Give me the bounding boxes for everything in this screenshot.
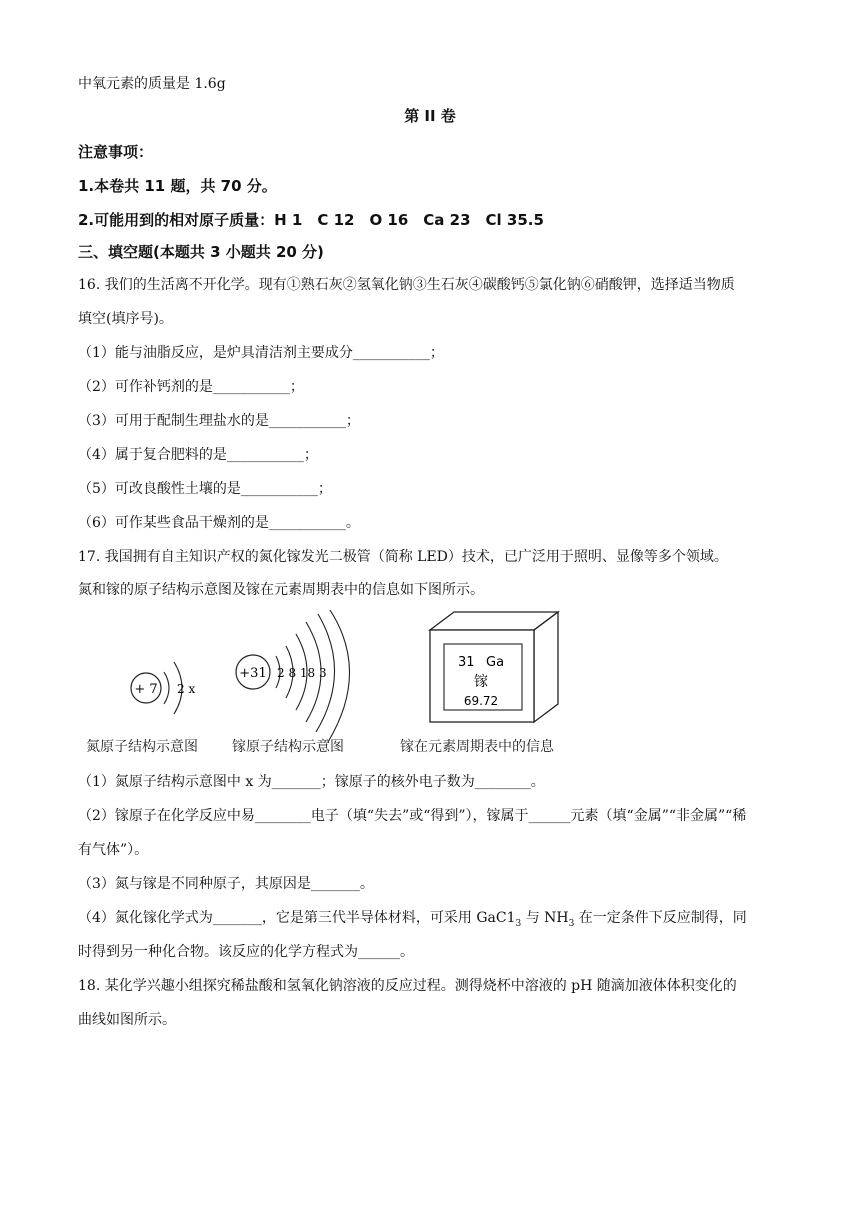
gallium-caption: 镓原子结构示意图 xyxy=(232,739,344,755)
q17-stem-2: 氮和镓的原子结构示意图及镓在元素周期表中的信息如下图所示。 xyxy=(78,582,484,598)
q16-item-2: （2）可作补钙剂的是___________； xyxy=(78,379,304,395)
nitrogen-caption: 氮原子结构示意图 xyxy=(86,739,198,755)
q16-item-4: （4）属于复合肥料的是___________； xyxy=(78,447,318,463)
gallium-name: 镓 xyxy=(474,674,488,690)
q16-stem-1: 16. 我们的生活离不开化学。现有①熟石灰②氢氧化钠③生石灰④碳酸钙⑤氯化钠⑥硝酸钾，选择适当物质 xyxy=(78,277,735,293)
q17-item-1: （1）氮原子结构示意图中 x 为_______；镓原子的核外电子数为________。 xyxy=(78,774,545,790)
section-title: 第 II 卷 xyxy=(404,107,456,125)
q17-item-4b: 时得到另一种化合物。该反应的化学方程式为______。 xyxy=(78,944,414,960)
q16-item-6: （6）可作某些食品干燥剂的是___________。 xyxy=(78,515,360,531)
q16-stem-2: 填空(填序号)。 xyxy=(78,311,173,327)
notice-item-2: 2.可能用到的相对原子质量：H 1 C 12 O 16 Ca 23 Cl 35.5 xyxy=(78,211,544,229)
gallium-nucleus-label: +31 xyxy=(239,666,267,681)
previous-question-tail: 中氧元素的质量是 1.6g xyxy=(78,76,226,92)
notice-item-1: 1.本卷共 11 题，共 70 分。 xyxy=(78,177,277,195)
gallium-atomic-number: 31 xyxy=(458,655,475,670)
nitrogen-atom-diagram xyxy=(131,662,195,714)
q16-item-5: （5）可改良酸性土壤的是___________； xyxy=(78,481,332,497)
nitrogen-nucleus-label: + 7 xyxy=(134,682,158,697)
q17-item-2b: 有气体”）。 xyxy=(78,842,149,858)
q17-item-4a: （4）氮化镓化学式为_______，它是第三代半导体材料，可采用 $GaC1_3$ 与 $NH_3$ 在一定条件下反应制得，同 xyxy=(78,910,747,929)
q17-item-2a: （2）镓原子在化学反应中易________电子（填“失去”或“得到”），镓属于______元素（填“金属”“非金属”“稀 xyxy=(78,808,747,824)
gallium-atomic-mass: 69.72 xyxy=(463,694,499,708)
gallium-symbol: Ga xyxy=(486,655,505,670)
q18-stem-1: 18. 某化学兴趣小组探究稀盐酸和氢氧化钠溶液的反应过程。测得烧杯中溶液的 pH 随滴加液体体积变化的 xyxy=(78,978,737,994)
q17-stem-1: 17. 我国拥有自主知识产权的氮化镓发光二极管（简称 LED）技术，已广泛用于照明、显像等多个领域。 xyxy=(78,549,728,565)
periodic-caption: 镓在元素周期表中的信息 xyxy=(400,739,554,755)
q16-item-1: （1）能与油脂反应，是炉具清洁剂主要成分___________； xyxy=(78,345,444,361)
q18-stem-2: 曲线如图所示。 xyxy=(78,1012,176,1028)
nitrogen-shell-electrons: 2 x xyxy=(177,682,196,696)
gallium-shell-electrons: 2 8 18 3 xyxy=(277,666,327,680)
notice-heading: 注意事项： xyxy=(78,143,154,161)
gallium-atom-diagram xyxy=(236,610,350,742)
gallium-periodic-cell xyxy=(430,612,558,722)
q17-item-3: （3）氮与镓是不同种原子，其原因是_______。 xyxy=(78,876,374,892)
q16-item-3: （3）可用于配制生理盐水的是___________； xyxy=(78,413,360,429)
section-heading: 三、填空题(本题共 3 小题共 20 分) xyxy=(78,243,324,261)
